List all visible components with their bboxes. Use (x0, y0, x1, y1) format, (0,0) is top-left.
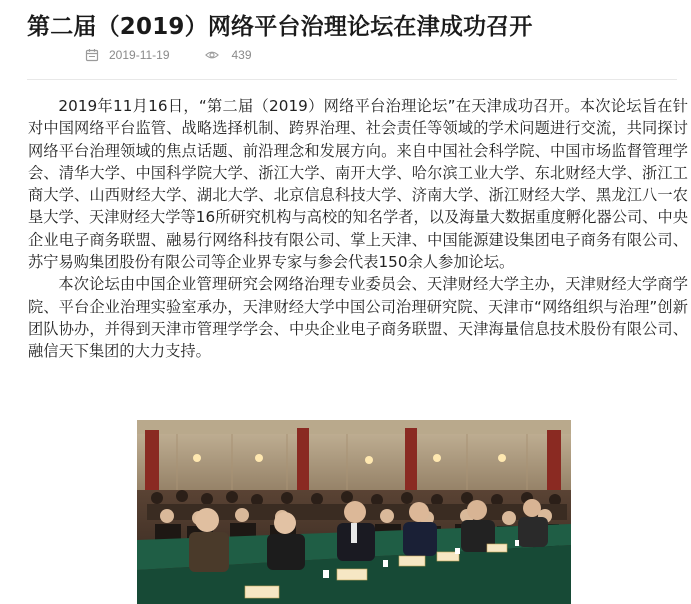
forum-photo (137, 420, 571, 604)
article-meta (85, 46, 252, 64)
paragraph: 2019年11月16日，“第二届（2019）网络平台治理论坛”在天津成功召开。本次论坛旨在针对中国网络平台监管、战略选择机制、跨界治理、社会责任等领域的学术问题进行交流，共同探讨网络平台治理领域的焦点话题、前沿理念和发展方向。来自中国社会科学院、中国市场监督管理学会、清华大学、中国科学院大学、浙江大学、南开大学、哈尔滨工业大学、东北财经大学、浙江工商大学、山西财经大学、湖北大学、北京信息科技大学、济南大学、浙江财经大学、黑龙江八一农垦大学、天津财经大学等16所研究机构与高校的知名学者，以及海量大数据重度孵化器公司、中央企业电子商务联盟、融易行网络科技有限公司、掌上天津、中国能源建设集团电子商务有限公司、苏宁易购集团股份有限公司等企业界专家与参会代表150余人参加论坛。 (28, 97, 688, 272)
article-title: 第二届（2019）网络平台治理论坛在津成功召开 (27, 14, 533, 40)
view-count: 439 (231, 48, 252, 62)
divider (27, 79, 677, 80)
publish-date: 2019-11-19 (109, 48, 170, 62)
article-body (28, 95, 688, 363)
eye-icon (205, 48, 219, 62)
paragraph: 本次论坛由中国企业管理研究会网络治理专业委员会、天津财经大学主办，天津财经大学商学院、平台企业治理实验室承办，天津财经大学中国公司治理研究院、天津市“网络组织与治理”创新团队协办，并得到天津市管理学学会、中央企业电子商务联盟、天津海量信息技术股份有限公司、融信天下集团的大力支持。 (28, 275, 688, 361)
calendar-icon (85, 48, 99, 62)
